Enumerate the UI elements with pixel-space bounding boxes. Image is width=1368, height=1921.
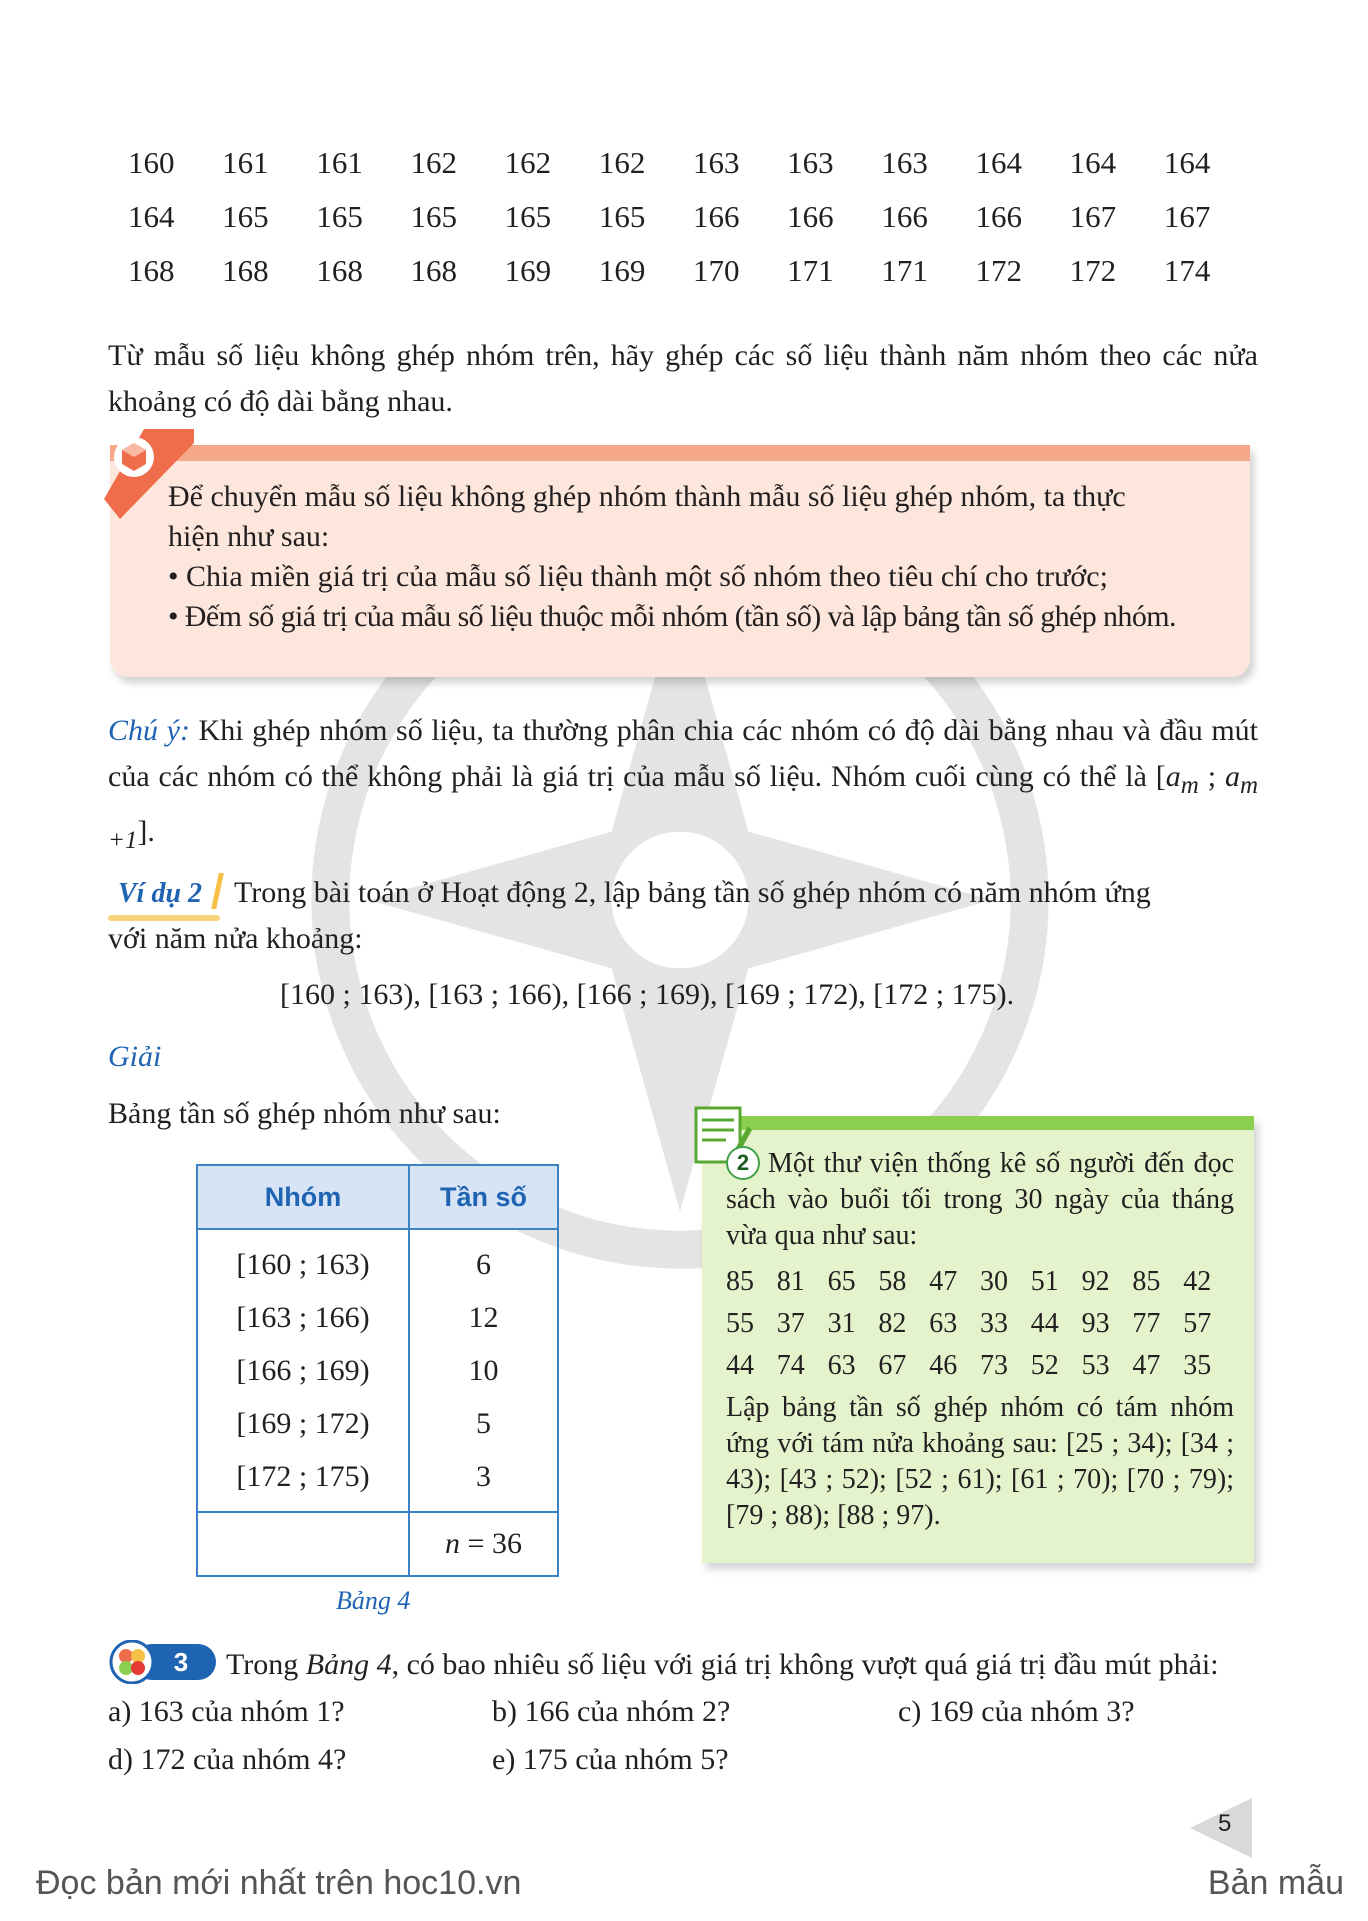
raw-data-value: 164 <box>1163 145 1211 180</box>
example-heading <box>108 870 1258 917</box>
raw-data-value: 168 <box>316 253 363 288</box>
practice-data-value: 65 <box>827 1266 856 1297</box>
practice-data-value: 46 <box>929 1350 958 1381</box>
practice-data-value: 58 <box>878 1266 907 1297</box>
activity-item: a) 163 của nhóm 1? <box>108 1695 345 1728</box>
key-knowledge-box <box>110 445 1250 677</box>
practice-data-value: 77 <box>1132 1308 1161 1339</box>
practice-data-grid <box>726 1264 1234 1384</box>
note-sep: ; <box>1198 760 1225 793</box>
table-total-value: = 36 <box>460 1527 522 1560</box>
activity-items-row <box>108 1688 1268 1736</box>
raw-data-value: 166 <box>975 199 1022 234</box>
practice-task: Lập bảng tần số ghép nhóm có tám nhóm ứng với tám nửa khoảng sau: [25 ; 34); [34 ; 43); [43 ; 52); [52 ; 61); [61 ; 70); [70 ; 79); [79 ; 88); [88 ; 97). <box>726 1392 1234 1531</box>
example-text: Trong bài toán ở Hoạt động 2, lập bảng tần số ghép nhóm có năm nhóm ứng <box>234 876 1151 909</box>
practice-data-value: 37 <box>776 1308 805 1339</box>
table-total-cell <box>409 1512 558 1576</box>
table-total-empty-cell <box>197 1512 409 1576</box>
table-cell-group: [163 ; 166) <box>197 1291 409 1344</box>
raw-data-value: 163 <box>787 145 834 180</box>
raw-data-value: 162 <box>410 145 457 180</box>
note-text: Khi ghép nhóm số liệu, ta thường phân chia các nhóm có độ dài bằng nhau và đầu mút của các nhóm có thể không phải là giá trị của mẫu số liệu. Nhóm cuối cùng có thể là [ <box>108 714 1258 793</box>
table-cell-frequency: 12 <box>468 1300 499 1334</box>
key-box-intro-line-2: hiện như sau: <box>168 520 330 553</box>
key-box-intro-line-1: Để chuyển mẫu số liệu không ghép nhóm thành mẫu số liệu ghép nhóm, ta thực <box>168 480 1126 513</box>
activity-text-before: Trong <box>226 1648 306 1681</box>
page-number: 5 <box>1218 1810 1232 1837</box>
practice-data-value: 57 <box>1183 1308 1212 1339</box>
raw-data-value: 161 <box>316 145 363 180</box>
practice-data-value: 81 <box>776 1266 805 1297</box>
activity-item: e) 175 của nhóm 5? <box>492 1743 729 1776</box>
practice-data-value: 33 <box>979 1308 1008 1339</box>
practice-data-value: 47 <box>929 1266 958 1297</box>
note-var-a1: a <box>1165 760 1181 793</box>
table-row <box>197 1397 558 1450</box>
raw-data-value: 174 <box>1163 253 1211 288</box>
raw-data-value: 172 <box>1069 253 1117 288</box>
practice-data-value: 63 <box>827 1350 856 1381</box>
practice-data-value: 52 <box>1030 1350 1059 1381</box>
raw-data-value: 165 <box>410 199 457 234</box>
practice-intro: Một thư viện thống kê số người đến đọc sách vào buổi tối trong 30 ngày của tháng vừa qua như sau: <box>726 1148 1234 1251</box>
activity-item: d) 172 của nhóm 4? <box>108 1743 347 1776</box>
raw-data-value: 171 <box>881 253 928 288</box>
raw-data-value: 165 <box>504 199 552 234</box>
raw-data-value: 168 <box>128 253 175 288</box>
activity-item: b) 166 của nhóm 2? <box>492 1695 731 1728</box>
raw-data-grid <box>128 145 1258 289</box>
raw-data-value: 165 <box>222 199 269 234</box>
raw-data-value: 170 <box>692 253 740 288</box>
table-cell-frequency: 10 <box>468 1353 499 1387</box>
activity-3 <box>108 1640 1268 1688</box>
practice-data-value: 51 <box>1030 1266 1059 1297</box>
raw-data-value: 162 <box>598 145 646 180</box>
activity-items-row <box>108 1736 1268 1784</box>
table-cell-frequency: 5 <box>476 1406 491 1440</box>
table-cell-frequency: 6 <box>476 1247 491 1281</box>
raw-data-value: 165 <box>598 199 646 234</box>
practice-data-value: 44 <box>726 1350 754 1381</box>
table-row <box>197 1450 558 1512</box>
practice-data-value: 63 <box>929 1308 958 1339</box>
activity-icon <box>108 1640 218 1684</box>
note-label: Chú ý: <box>108 714 190 747</box>
raw-data-value: 164 <box>1069 145 1117 180</box>
raw-data-value: 169 <box>598 253 646 288</box>
practice-data-value: 92 <box>1081 1266 1110 1297</box>
table-cell-group: [172 ; 175) <box>197 1450 409 1512</box>
practice-data-value: 82 <box>878 1308 907 1339</box>
table-cell-group: [166 ; 169) <box>197 1344 409 1397</box>
practice-data-value: 85 <box>1132 1266 1161 1297</box>
raw-data-value: 169 <box>504 253 552 288</box>
raw-data-value: 168 <box>222 253 269 288</box>
practice-data-value: 31 <box>827 1308 856 1339</box>
raw-data-value: 161 <box>222 145 269 180</box>
example-text-continued: với năm nửa khoảng: <box>108 922 363 955</box>
table-row <box>197 1229 558 1291</box>
example-tag: Ví dụ 2 <box>108 871 220 917</box>
note-sub-2: m +1 <box>108 772 1258 854</box>
practice-data-value: 44 <box>1030 1308 1059 1339</box>
note-end: ]. <box>137 815 155 848</box>
raw-data-value: 165 <box>316 199 363 234</box>
table-row <box>197 1344 558 1397</box>
practice-number-badge: 2 <box>726 1146 760 1180</box>
frequency-table <box>196 1164 559 1577</box>
example-intervals: [160 ; 163), [163 ; 166), [166 ; 169), [169 ; 172), [172 ; 175). <box>280 978 1015 1011</box>
key-box-top-stripe <box>110 445 1250 461</box>
practice-data-value: 55 <box>726 1308 754 1339</box>
practice-data-value: 35 <box>1183 1350 1212 1381</box>
practice-data-value: 42 <box>1183 1266 1212 1297</box>
activity-item: c) 169 của nhóm 3? <box>898 1695 1135 1728</box>
raw-data-value: 163 <box>692 145 740 180</box>
instruction-paragraph: Từ mẫu số liệu không ghép nhóm trên, hãy ghép các số liệu thành năm nhóm theo các nửa khoảng có độ dài bằng nhau. <box>108 339 1258 418</box>
solution-label: Giải <box>108 1040 162 1073</box>
key-box-bullet-1: • Chia miền giá trị của mẫu số liệu thành một số nhóm theo tiêu chí cho trước; <box>168 560 1108 593</box>
raw-data-value: 163 <box>881 145 928 180</box>
raw-data-value: 172 <box>975 253 1022 288</box>
activity-text-italic: Bảng 4 <box>305 1648 392 1681</box>
raw-data-value: 160 <box>128 145 175 180</box>
raw-data-value: 167 <box>1069 199 1117 234</box>
table-cell-group: [160 ; 163) <box>197 1229 409 1291</box>
table-caption: Bảng 4 <box>336 1586 411 1615</box>
raw-data-value: 164 <box>128 199 175 234</box>
key-box-bullet-2: • Đếm số giá trị của mẫu số liệu thuộc mỗi nhóm (tần số) và lập bảng tần số ghép nhóm. <box>168 600 1176 633</box>
practice-data-value: 67 <box>878 1350 907 1381</box>
practice-data-value: 30 <box>979 1266 1008 1297</box>
practice-box-top-stripe <box>702 1116 1254 1130</box>
activity-number: 3 <box>173 1647 189 1677</box>
table-header-group: Nhóm <box>197 1165 409 1229</box>
table-total-row <box>197 1512 558 1576</box>
practice-box <box>702 1116 1254 1563</box>
practice-data-value: 47 <box>1132 1350 1161 1381</box>
raw-data-value: 171 <box>787 253 834 288</box>
raw-data-value: 166 <box>692 199 740 234</box>
practice-data-value: 73 <box>979 1350 1008 1381</box>
note-sub-1: m <box>1180 772 1199 799</box>
raw-data-value: 168 <box>410 253 457 288</box>
activity-text-after: , có bao nhiêu số liệu với giá trị không vượt quá giá trị đầu mút phải: <box>391 1648 1219 1681</box>
practice-data-value: 93 <box>1081 1308 1110 1339</box>
activity-3-items <box>108 1688 1268 1784</box>
raw-data-value: 167 <box>1163 199 1211 234</box>
note-paragraph <box>108 708 1258 864</box>
practice-data-value: 74 <box>776 1350 805 1381</box>
table-header-frequency: Tần số <box>409 1165 558 1229</box>
note-var-a2: a <box>1224 760 1240 793</box>
table-intro: Bảng tần số ghép nhóm như sau: <box>108 1097 501 1130</box>
raw-data-value: 166 <box>881 199 928 234</box>
practice-data-value: 53 <box>1081 1350 1110 1381</box>
raw-data-value: 162 <box>504 145 552 180</box>
table-cell-frequency: 3 <box>476 1459 491 1493</box>
table-total-n: n <box>445 1527 461 1560</box>
practice-data-value: 85 <box>726 1266 754 1297</box>
footer-draft-label: Bản mẫu <box>1207 1864 1344 1902</box>
raw-data-value: 166 <box>787 199 834 234</box>
footer-link-text: Đọc bản mới nhất trên hoc10.vn <box>36 1864 522 1902</box>
raw-data-value: 164 <box>975 145 1022 180</box>
table-row <box>197 1291 558 1344</box>
table-cell-group: [169 ; 172) <box>197 1397 409 1450</box>
